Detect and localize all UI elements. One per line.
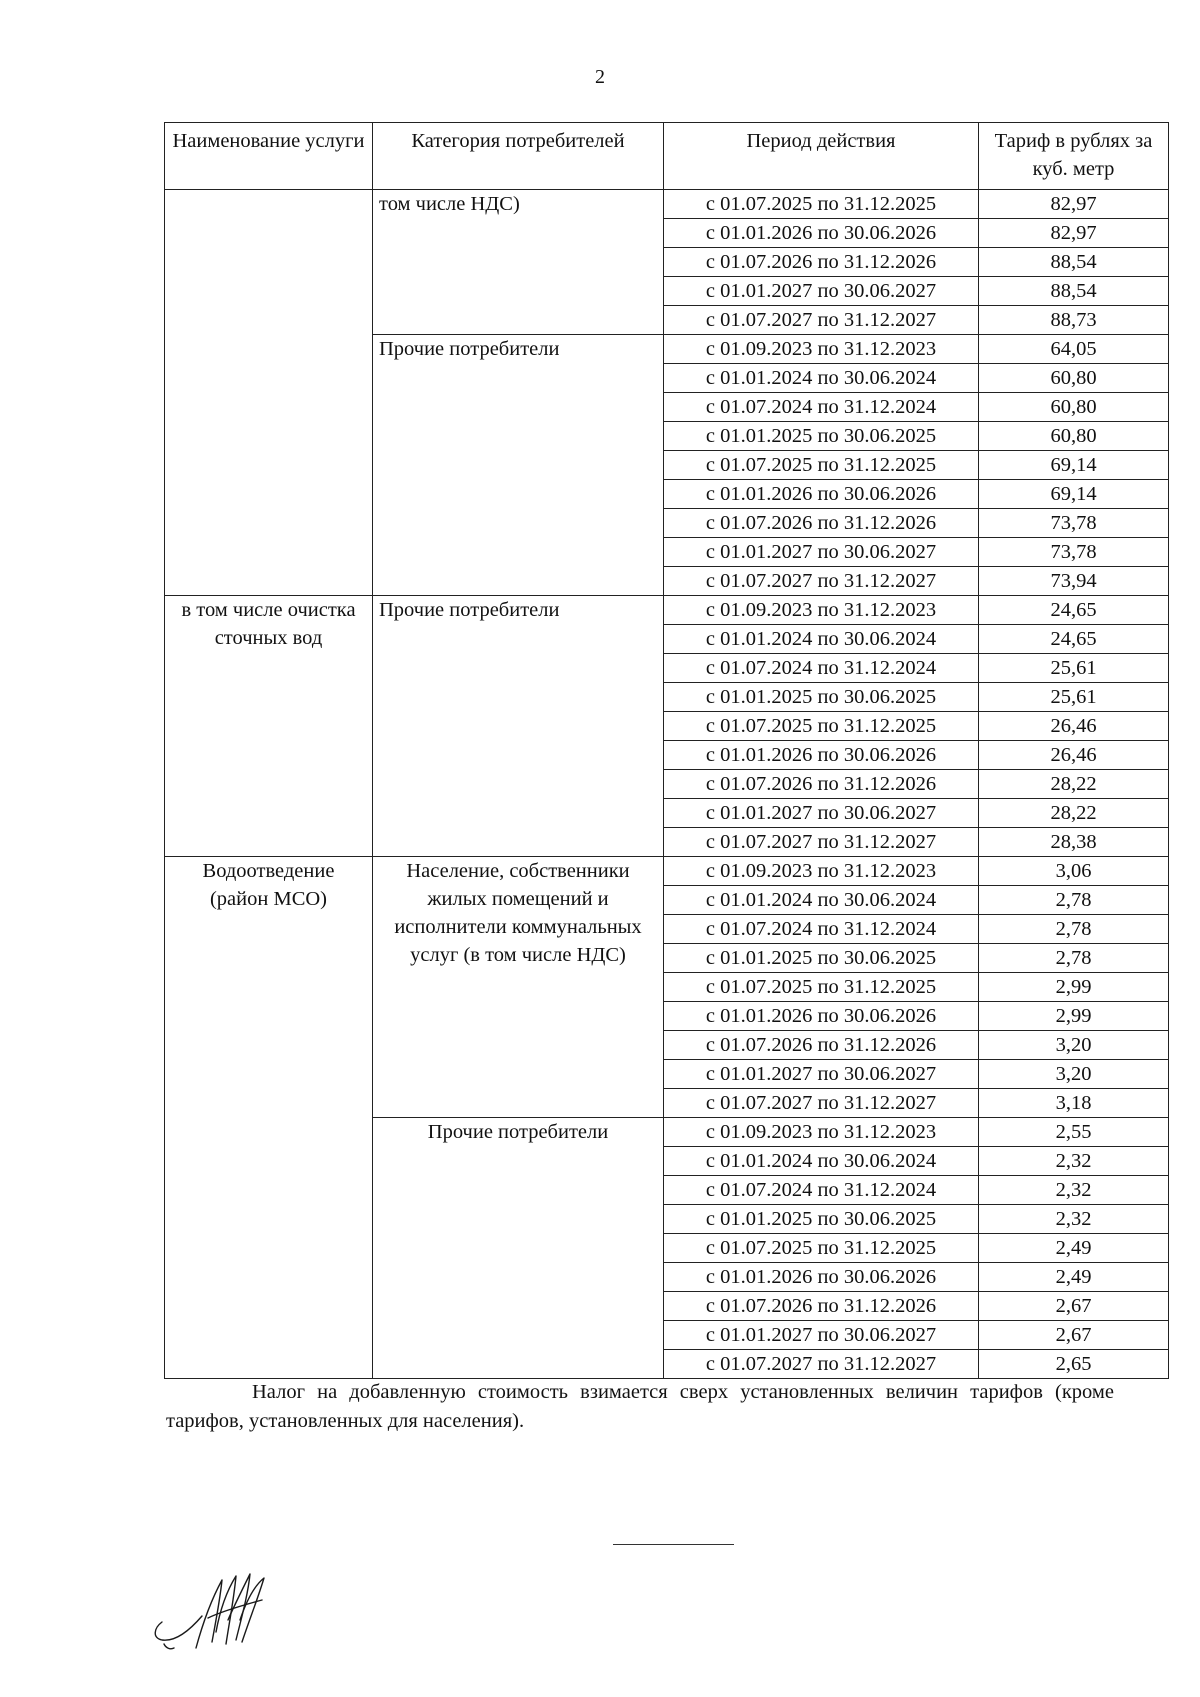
period-cell: с 01.01.2027 по 30.06.2027 [664, 799, 979, 828]
period-cell: с 01.01.2027 по 30.06.2027 [664, 538, 979, 567]
period-cell: с 01.01.2027 по 30.06.2027 [664, 277, 979, 306]
period-cell: с 01.01.2026 по 30.06.2026 [664, 1263, 979, 1292]
tariff-cell: 82,97 [979, 219, 1169, 248]
service-name-cell: в том числе очистка сточных вод [165, 596, 373, 857]
period-cell: с 01.07.2024 по 31.12.2024 [664, 393, 979, 422]
period-cell: с 01.01.2025 по 30.06.2025 [664, 944, 979, 973]
table-row [165, 596, 1169, 625]
consumer-category-cell: Население, собственники жилых помещений и исполнители коммунальных услуг (в том числе НДС) [373, 857, 664, 1118]
period-cell: с 01.09.2023 по 31.12.2023 [664, 857, 979, 886]
consumer-category-cell: том числе НДС) [373, 190, 664, 335]
tariff-cell: 88,54 [979, 248, 1169, 277]
period-cell: с 01.01.2026 по 30.06.2026 [664, 219, 979, 248]
period-cell: с 01.01.2024 по 30.06.2024 [664, 1147, 979, 1176]
tariff-cell: 2,67 [979, 1321, 1169, 1350]
vat-note [166, 1378, 1114, 1436]
header-period: Период действия [664, 123, 979, 190]
period-cell: с 01.01.2027 по 30.06.2027 [664, 1321, 979, 1350]
tariff-cell: 64,05 [979, 335, 1169, 364]
table-row [165, 190, 1169, 219]
tariff-cell: 25,61 [979, 654, 1169, 683]
period-cell: с 01.07.2027 по 31.12.2027 [664, 567, 979, 596]
period-cell: с 01.01.2026 по 30.06.2026 [664, 1002, 979, 1031]
tariff-cell: 2,49 [979, 1263, 1169, 1292]
tariff-cell: 26,46 [979, 712, 1169, 741]
period-cell: с 01.07.2026 по 31.12.2026 [664, 509, 979, 538]
period-cell: с 01.07.2026 по 31.12.2026 [664, 1031, 979, 1060]
period-cell: с 01.07.2026 по 31.12.2026 [664, 248, 979, 277]
consumer-category-cell: Прочие потребители [373, 596, 664, 857]
tariff-cell: 28,38 [979, 828, 1169, 857]
tariff-cell: 60,80 [979, 364, 1169, 393]
period-cell: с 01.01.2026 по 30.06.2026 [664, 480, 979, 509]
tariff-cell: 2,32 [979, 1205, 1169, 1234]
period-cell: с 01.07.2025 по 31.12.2025 [664, 712, 979, 741]
period-cell: с 01.07.2025 по 31.12.2025 [664, 451, 979, 480]
table-body [165, 190, 1169, 1379]
period-cell: с 01.07.2024 по 31.12.2024 [664, 915, 979, 944]
period-cell: с 01.01.2024 по 30.06.2024 [664, 625, 979, 654]
tariff-cell: 69,14 [979, 451, 1169, 480]
header-service: Наименование услуги [165, 123, 373, 190]
period-cell: с 01.01.2026 по 30.06.2026 [664, 741, 979, 770]
tariff-cell: 25,61 [979, 683, 1169, 712]
period-cell: с 01.07.2024 по 31.12.2024 [664, 1176, 979, 1205]
tariff-cell: 24,65 [979, 625, 1169, 654]
period-cell: с 01.07.2027 по 31.12.2027 [664, 1350, 979, 1379]
period-cell: с 01.07.2025 по 31.12.2025 [664, 973, 979, 1002]
tariff-cell: 73,94 [979, 567, 1169, 596]
period-cell: с 01.07.2026 по 31.12.2026 [664, 1292, 979, 1321]
tariff-cell: 28,22 [979, 770, 1169, 799]
period-cell: с 01.07.2027 по 31.12.2027 [664, 828, 979, 857]
tariff-cell: 28,22 [979, 799, 1169, 828]
tariff-cell: 24,65 [979, 596, 1169, 625]
tariff-cell: 60,80 [979, 422, 1169, 451]
tariff-cell: 3,06 [979, 857, 1169, 886]
table-row [165, 857, 1169, 886]
period-cell: с 01.07.2025 по 31.12.2025 [664, 1234, 979, 1263]
consumer-category-cell: Прочие потребители [373, 335, 664, 596]
period-cell: с 01.07.2026 по 31.12.2026 [664, 770, 979, 799]
tariff-cell: 82,97 [979, 190, 1169, 219]
vat-note-text: Налог на добавленную стоимость взимается сверх установленных величин тарифов (кроме тарифов, установленных для населения). [166, 1381, 1114, 1432]
tariff-cell: 3,20 [979, 1060, 1169, 1089]
table-header [165, 123, 1169, 190]
period-cell: с 01.07.2027 по 31.12.2027 [664, 306, 979, 335]
tariff-cell: 2,78 [979, 915, 1169, 944]
consumer-category-cell: Прочие потребители [373, 1118, 664, 1379]
tariff-cell: 3,20 [979, 1031, 1169, 1060]
period-cell: с 01.01.2025 по 30.06.2025 [664, 422, 979, 451]
tariff-cell: 2,32 [979, 1176, 1169, 1205]
divider-line [613, 1544, 734, 1545]
tariff-cell: 60,80 [979, 393, 1169, 422]
tariff-cell: 3,18 [979, 1089, 1169, 1118]
page-number: 2 [595, 66, 605, 88]
period-cell: с 01.07.2024 по 31.12.2024 [664, 654, 979, 683]
header-category: Категория потребителей [373, 123, 664, 190]
service-name-cell [165, 190, 373, 596]
handwritten-signature-icon [150, 1560, 300, 1655]
tariff-cell: 2,32 [979, 1147, 1169, 1176]
tariff-cell: 88,54 [979, 277, 1169, 306]
period-cell: с 01.01.2024 по 30.06.2024 [664, 364, 979, 393]
tariff-cell: 69,14 [979, 480, 1169, 509]
tariff-cell: 2,99 [979, 1002, 1169, 1031]
tariff-cell: 2,99 [979, 973, 1169, 1002]
period-cell: с 01.09.2023 по 31.12.2023 [664, 335, 979, 364]
header-tariff: Тариф в рублях за куб. метр [979, 123, 1169, 190]
tariff-cell: 2,49 [979, 1234, 1169, 1263]
period-cell: с 01.07.2025 по 31.12.2025 [664, 190, 979, 219]
tariff-cell: 2,78 [979, 886, 1169, 915]
period-cell: с 01.09.2023 по 31.12.2023 [664, 1118, 979, 1147]
tariff-cell: 88,73 [979, 306, 1169, 335]
period-cell: с 01.01.2027 по 30.06.2027 [664, 1060, 979, 1089]
tariff-cell: 2,55 [979, 1118, 1169, 1147]
period-cell: с 01.07.2027 по 31.12.2027 [664, 1089, 979, 1118]
header-row [165, 123, 1169, 190]
tariff-cell: 2,67 [979, 1292, 1169, 1321]
tariff-cell: 26,46 [979, 741, 1169, 770]
period-cell: с 01.01.2025 по 30.06.2025 [664, 683, 979, 712]
tariff-table [164, 122, 1169, 1379]
tariff-cell: 2,78 [979, 944, 1169, 973]
service-name-cell: Водоотведение (район МСО) [165, 857, 373, 1379]
period-cell: с 01.01.2024 по 30.06.2024 [664, 886, 979, 915]
period-cell: с 01.09.2023 по 31.12.2023 [664, 596, 979, 625]
tariff-cell: 73,78 [979, 509, 1169, 538]
period-cell: с 01.01.2025 по 30.06.2025 [664, 1205, 979, 1234]
tariff-cell: 73,78 [979, 538, 1169, 567]
tariff-cell: 2,65 [979, 1350, 1169, 1379]
